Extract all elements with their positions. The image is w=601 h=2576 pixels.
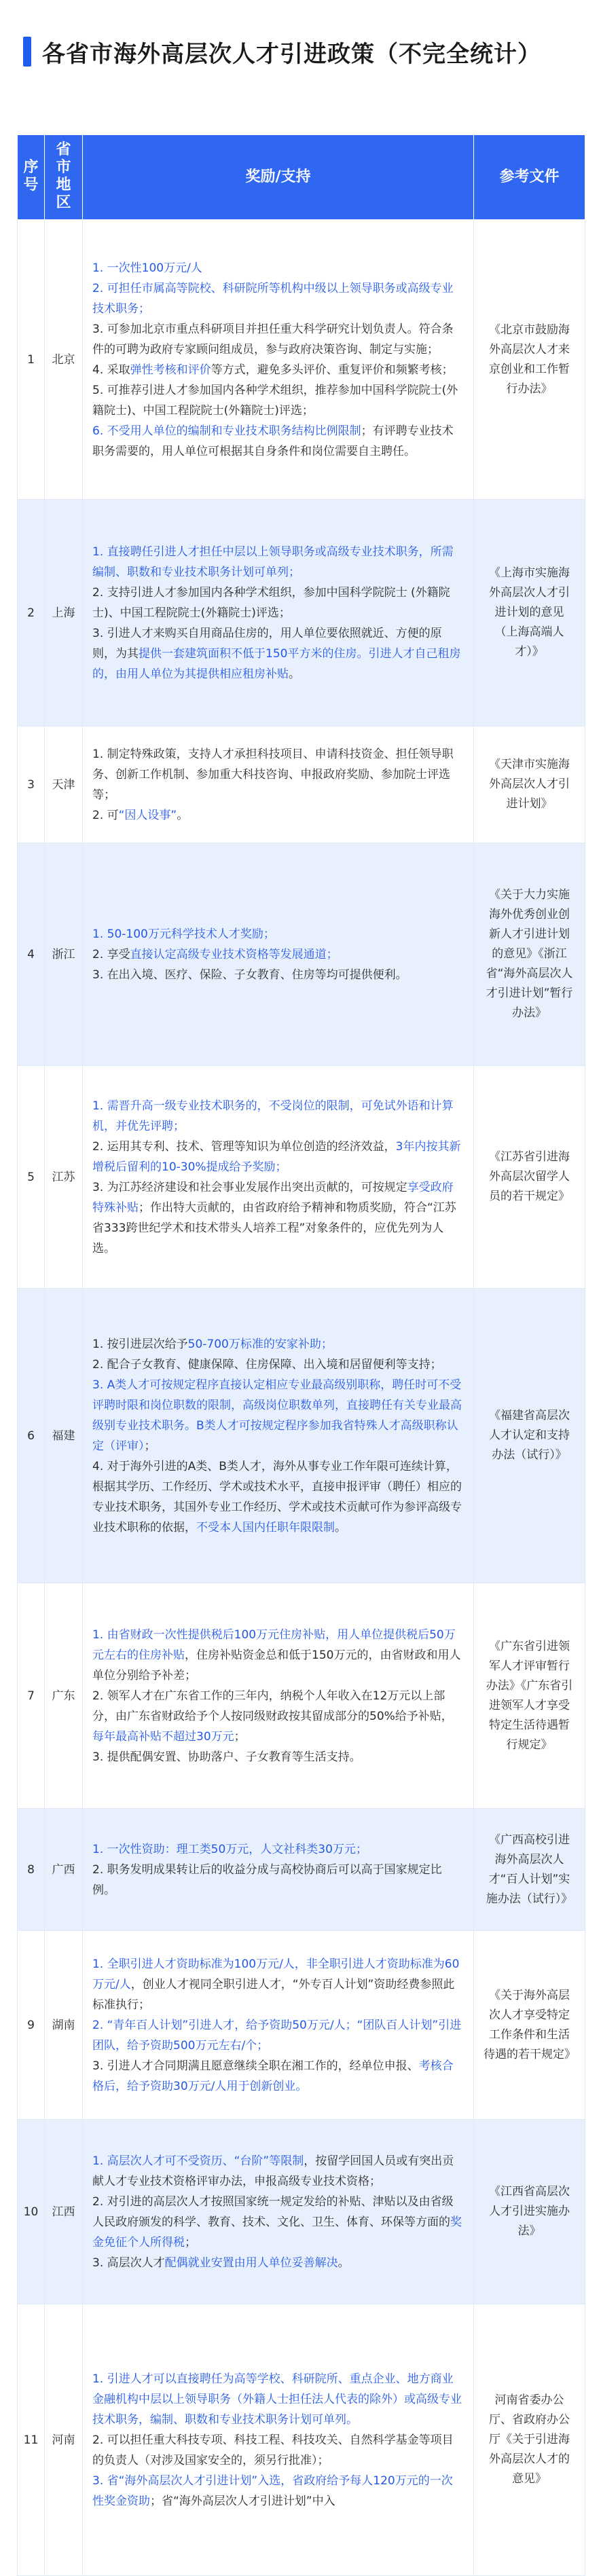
highlight-text: 1. 一次性100万元/人 xyxy=(92,261,202,275)
highlight-text: 每年最高补贴不超过30万元 xyxy=(92,1729,234,1744)
table-row xyxy=(18,1809,585,1931)
body-text: ；省“海外高层次人才引进计划”中入 xyxy=(150,2494,335,2508)
reward-item xyxy=(92,2430,464,2471)
cell-region: 广东 xyxy=(45,1583,83,1809)
table-row xyxy=(18,1931,585,2120)
reward-item xyxy=(92,2192,464,2253)
body-text: 2. 可 xyxy=(92,808,119,822)
cell-reference: 《广东省引进领军人才评审暂行办法》《广东省引进领军人才享受特定生活待遇暂行规定》 xyxy=(474,1583,585,1809)
cell-no: 9 xyxy=(18,1931,45,2120)
body-text: 5. 可推荐引进人才参加国内各种学术组织，推荐参加中国科学院院士(外籍院士)、中国工程院院士(外籍院士)评选； xyxy=(92,383,458,418)
cell-reward xyxy=(83,500,474,726)
body-text: 2. 领军人才在广东省工作的三年内，纳税个人年收入在12万元以上部分，由广东省财政给予个人按同级财政按其留成部分的50%给予补贴， xyxy=(92,1689,453,1723)
highlight-text: 1. 由省财政一次性提供税后100万元住房补贴，用人单位提供税后50万元左右的住房补贴 xyxy=(92,1627,456,1662)
cell-region: 河南 xyxy=(45,2304,83,2576)
highlight-text: 6. 不受用人单位的编制和专业技术职务结构比例限制 xyxy=(92,424,361,438)
highlight-text: 2. 可担任市属高等院校、科研院所等机构中级以上领导职务或高级专业技术职务； xyxy=(92,281,454,316)
reward-item xyxy=(92,2015,464,2056)
table-row xyxy=(18,843,585,1066)
highlight-text: 1. 全职引进人才资助标准为100万元/人，非全职引进人才资助标准为60万元/人 xyxy=(92,1957,460,1991)
cell-no: 6 xyxy=(18,1289,45,1583)
reward-item xyxy=(92,924,464,944)
reward-item xyxy=(92,2253,464,2273)
cell-reward xyxy=(83,726,474,843)
reward-item xyxy=(92,258,464,278)
body-text: 4. 采取 xyxy=(92,363,130,377)
header-ref: 参考文件 xyxy=(474,135,585,220)
cell-no: 1 xyxy=(18,220,45,500)
reward-item xyxy=(92,805,464,826)
cell-region: 福建 xyxy=(45,1289,83,1583)
cell-reward xyxy=(83,1809,474,1931)
cell-no: 7 xyxy=(18,1583,45,1809)
cell-reference: 《广西高校引进海外高层次人才“百人计划”实施办法（试行）》 xyxy=(474,1809,585,1931)
table-row xyxy=(18,500,585,726)
cell-reward xyxy=(83,1931,474,2120)
body-text: ；作出特大贡献的，由省政府给予精神和物质奖励，符合“江苏省333跨世纪学术和技术带头人培养工程”对象条件的，应优先列为人选。 xyxy=(92,1200,456,1255)
highlight-text: 配偶就业安置由用人单位妥善解决 xyxy=(164,2256,338,2270)
cell-reference: 《福建省高层次人才认定和支持办法（试行）》 xyxy=(474,1289,585,1583)
body-text: 3. 可参加北京市重点科研项目并担任重大科学研究计划负责人。符合条件的可聘为政府专家顾问组成员，参与政府决策咨询、制定与实施； xyxy=(92,322,454,356)
body-text: ； xyxy=(185,2235,196,2249)
reward-item xyxy=(92,1686,464,1747)
reward-item xyxy=(92,1137,464,1177)
reward-item xyxy=(92,380,464,421)
cell-region: 天津 xyxy=(45,726,83,843)
highlight-text: 3. A类人才可按规定程序直接认定相应专业最高级别职称，聘任时可不受评聘时限和岗位职数的限制，高级岗位职数单列，直接聘任有关专业最高级别专业技术职务。B类人才可按规定程序参加我省特殊人才高级职称认定（评审） xyxy=(92,1378,462,1453)
body-text: 2. 配合子女教育、健康保障、住房保障、出入境和居留便利等支持； xyxy=(92,1357,442,1372)
cell-no: 2 xyxy=(18,500,45,726)
body-text: 3. 提供配偶安置、协助落户、子女教育等生活支持。 xyxy=(92,1750,361,1764)
reward-item xyxy=(92,1177,464,1259)
policy-table xyxy=(17,134,585,2576)
reward-item xyxy=(92,319,464,360)
body-text: 等方式，避免多头评价、重复评价和频繁考核； xyxy=(211,363,454,377)
highlight-text: 直接认定高级专业技术资格等发展通道； xyxy=(130,947,338,961)
reward-item xyxy=(92,1355,464,1375)
cell-region: 上海 xyxy=(45,500,83,726)
cell-region: 湖南 xyxy=(45,1931,83,2120)
reward-item xyxy=(92,542,464,583)
body-text: ；有评聘专业技术职务需要的，用人单位可根据其自身条件和岗位需要自主聘任。 xyxy=(92,424,454,458)
cell-reference: 《北京市鼓励海外高层次人才来京创业和工作暂行办法》 xyxy=(474,220,585,500)
cell-reward xyxy=(83,1066,474,1289)
title-bar xyxy=(23,35,541,68)
highlight-text: 3. 省“海外高层次人才引进计划”入选， xyxy=(92,2473,293,2488)
highlight-text: 1. 高层次人才可不受资历、“台阶”等限制 xyxy=(92,2154,304,2168)
body-text: 3. 引进人才合同期满且愿意继续全职在湘工作的，经单位申报、 xyxy=(92,2059,419,2073)
body-text: 2. 运用其专利、技术、管理等知识为单位创造的经济效益， xyxy=(92,1139,396,1154)
highlight-text: 省政府给予每人120万元的一次性奖金资助 xyxy=(92,2473,453,2508)
reward-item xyxy=(92,1456,464,1538)
highlight-text: 不受本人国内任职年限限制 xyxy=(196,1520,335,1534)
reward-item xyxy=(92,744,464,805)
cell-no: 4 xyxy=(18,843,45,1066)
highlight-text: 1. 直接聘任引进人才担任中层以上领导职务或高级专业技术职务，所需编制、职数和专业技术职务计划可单列； xyxy=(92,545,454,579)
reward-item xyxy=(92,1625,464,1686)
table-row xyxy=(18,1289,585,1583)
body-text: ，按留学回国人员或有突出贡献人才专业技术资格评审办法，申报高级专业技术资格； xyxy=(92,2154,454,2188)
body-text: 3. 引进人才来购买自用商品住房的，用人单位要依照就近、方便的原则，为其 xyxy=(92,626,442,661)
table-body xyxy=(18,220,585,2576)
highlight-text: 弹性考核和评价 xyxy=(130,363,211,377)
cell-no: 10 xyxy=(18,2120,45,2304)
table-row xyxy=(18,220,585,500)
header-reward: 奖励/支持 xyxy=(83,135,474,220)
cell-region: 江苏 xyxy=(45,1066,83,1289)
reward-item xyxy=(92,623,464,684)
cell-no: 8 xyxy=(18,1809,45,1931)
title-accent-bar xyxy=(23,37,31,67)
cell-reward xyxy=(83,220,474,500)
table-row xyxy=(18,726,585,843)
table-header-row xyxy=(18,135,585,220)
reward-item xyxy=(92,1954,464,2015)
body-text: ，创业人才视同全职引进人才，“外专百人计划”资助经费参照此标准执行； xyxy=(92,1977,455,2012)
cell-reward xyxy=(83,2304,474,2576)
reward-item xyxy=(92,1334,464,1355)
highlight-text: 50-700万标准的安家补助； xyxy=(187,1337,333,1351)
highlight-text: 1. 50-100万元科学技术人才奖励； xyxy=(92,927,275,941)
reward-item xyxy=(92,421,464,462)
body-text: 2. 对引进的高层次人才按照国家统一规定发给的补贴、津贴以及由省级人民政府颁发的科学、教育、技术、文化、卫生、体育、环保等方面的 xyxy=(92,2194,454,2229)
header-region: 省市地区 xyxy=(45,135,83,220)
table-row xyxy=(18,2120,585,2304)
cell-region: 江西 xyxy=(45,2120,83,2304)
cell-reference: 《上海市实施海外高层次人才引进计划的意见（上海高端人才）》 xyxy=(474,500,585,726)
cell-region: 北京 xyxy=(45,220,83,500)
reward-item xyxy=(92,2151,464,2192)
body-text: 。 xyxy=(177,808,189,822)
cell-region: 广西 xyxy=(45,1809,83,1931)
cell-no: 3 xyxy=(18,726,45,843)
body-text: 4. 对于海外引进的A类、B类人才，海外从事专业工作年限可连续计算，根据其学历、工作经历、学术或技术水平，直接申报评审（聘任）相应的专业技术职务，其国外专业工作经历、学术或技术贡献可作为参评高级专业技术职称的依据， xyxy=(92,1459,462,1534)
reward-item xyxy=(92,2056,464,2097)
cell-reference: 《关于海外高层次人才享受特定工作条件和生活待遇的若干规定》 xyxy=(474,1931,585,2120)
body-text: ，住房补贴资金总和低于150万元的，由省财政和用人单位分别给予补差； xyxy=(92,1648,461,1682)
reward-item xyxy=(92,278,464,319)
table-row xyxy=(18,1066,585,1289)
body-text: 1. 按引进层次给予 xyxy=(92,1337,188,1351)
cell-no: 11 xyxy=(18,2304,45,2576)
body-text: ； xyxy=(234,1729,246,1744)
reward-item xyxy=(92,1839,464,1860)
reward-item xyxy=(92,1096,464,1137)
header-no: 序号 xyxy=(18,135,45,220)
highlight-text: 1. 需晋升高一级专业技术职务的，不受岗位的限制，可免试外语和计算机，并优先评聘； xyxy=(92,1099,454,1133)
highlight-text: 提供一套建筑面积不低于150平方米的住房。引进人才自己租房的，由用人单位为其提供相应租房补贴 xyxy=(92,646,461,681)
body-text: 2. 享受 xyxy=(92,947,130,961)
reward-item xyxy=(92,1860,464,1900)
body-text: 2. 支持引进人才参加国内各种学术组织，参加中国科学院院士 (外籍院士)、中国工程院院士(外籍院士)评选； xyxy=(92,585,450,620)
highlight-text: 奖金免征个人所得税 xyxy=(92,2215,462,2249)
reward-item xyxy=(92,1747,464,1767)
body-text: 2. 可以担任重大科技专项、科技工程、科技攻关、自然科学基金等项目的负责人（对涉及国家安全的，须另行批准）； xyxy=(92,2433,454,2467)
body-text: 1. 制定特殊政策，支持人才承担科技项目、申请科技资金、担任领导职务、创新工作机制、参加重大科技咨询、申报政府奖励、参加院士评选等； xyxy=(92,747,454,802)
table-row xyxy=(18,1583,585,1809)
cell-reference: 河南省委办公厅、省政府办公厅《关于引进海外高层次人才的意见》 xyxy=(474,2304,585,2576)
cell-reference: 《天津市实施海外高层次人才引进计划》 xyxy=(474,726,585,843)
body-text: ； xyxy=(144,1439,156,1453)
highlight-text: 3年内按其新增税后留利的10-30%提成给予奖励； xyxy=(92,1139,461,1174)
body-text: 。 xyxy=(289,667,300,681)
reward-item xyxy=(92,944,464,965)
reward-item xyxy=(92,965,464,985)
highlight-text: “因人设事” xyxy=(118,808,177,822)
cell-reference: 《江西省高层次人才引进实施办法》 xyxy=(474,2120,585,2304)
body-text: 。 xyxy=(338,2256,350,2270)
highlight-text: 1. 引进人才可以直接聘任为高等学校、科研院所、重点企业、地方商业金融机构中层以上领导职务（外籍人士担任法人代表的除外）或高级专业技术职务，编制、职数和专业技术职务计划可单列。 xyxy=(92,2372,462,2427)
body-text: 3. 高层次人才 xyxy=(92,2256,165,2270)
cell-no: 5 xyxy=(18,1066,45,1289)
highlight-text: 享受政府特殊补贴 xyxy=(92,1180,454,1215)
body-text: 2. 职务发明成果转让后的收益分成与高校协商后可以高于国家规定比例。 xyxy=(92,1862,442,1897)
cell-reward xyxy=(83,2120,474,2304)
reward-item xyxy=(92,360,464,380)
highlight-text: 2. “青年百人计划”引进人才，给予资助50万元/人；“团队百人计划”引进团队，给予资助500万元左右/个； xyxy=(92,2018,462,2053)
body-text: 3. 在出入境、医疗、保险、子女教育、住房等均可提供便利。 xyxy=(92,968,407,982)
reward-item xyxy=(92,1375,464,1456)
cell-reward xyxy=(83,843,474,1066)
cell-region: 浙江 xyxy=(45,843,83,1066)
cell-reward xyxy=(83,1289,474,1583)
cell-reference: 《江苏省引进海外高层次留学人员的若干规定》 xyxy=(474,1066,585,1289)
reward-item xyxy=(92,2471,464,2511)
table-row xyxy=(18,2304,585,2576)
body-text: 。 xyxy=(335,1520,346,1534)
page-title: 各省市海外高层次人才引进政策（不完全统计） xyxy=(42,40,541,68)
reward-item xyxy=(92,583,464,623)
highlight-text: 考核合格后，给予资助30万元/人用于创新创业。 xyxy=(92,2059,454,2093)
cell-reward xyxy=(83,1583,474,1809)
highlight-text: 1. 一次性资助：理工类50万元，人文社科类30万元； xyxy=(92,1842,367,1856)
cell-reference: 《关于大力实施海外优秀创业创新人才引进计划的意见》《浙江省“海外高层次人才引进计划”暂行办法》 xyxy=(474,843,585,1066)
body-text: 3. 为江苏经济建设和社会事业发展作出突出贡献的，可按规定 xyxy=(92,1180,407,1194)
reward-item xyxy=(92,2369,464,2430)
